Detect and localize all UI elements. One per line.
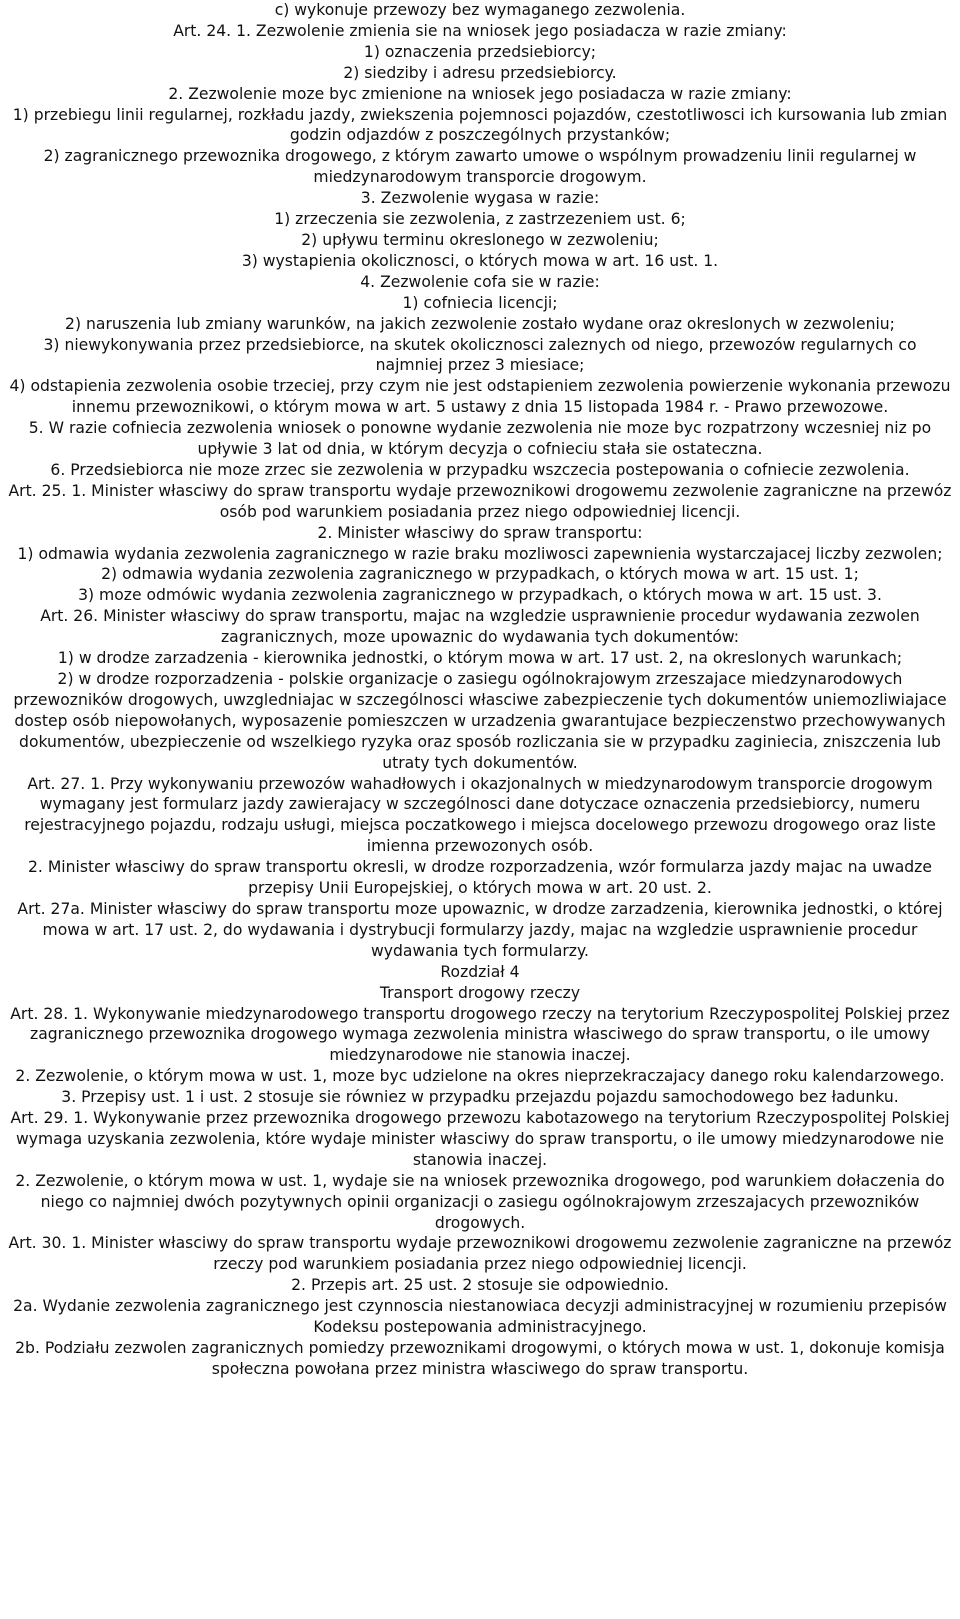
chapter-title: Transport drogowy rzeczy (379, 983, 581, 1002)
paragraph: Art. 26. Minister własciwy do spraw transportu, majac na wzgledzie usprawnienie procedur wydawania zezwolen zagranicznych, moze upowaznic do wydawania tych dokumentów: (40, 607, 920, 647)
paragraph: 2. Zezwolenie, o którym mowa w ust. 1, moze byc udzielone na okres nieprzekraczajacy danego roku kalendarzowego. (15, 1067, 945, 1086)
paragraph: 5. W razie cofniecia zezwolenia wniosek o ponowne wydanie zezwolenia nie moze byc rozpatrzony wczesniej niz po upływie 3 lat od dnia, w którym decyzja o cofnieciu stała sie ostateczna. (28, 419, 932, 459)
paragraph: 2. Minister własciwy do spraw transportu: (317, 523, 643, 542)
paragraph: 3. Zezwolenie wygasa w razie: (360, 189, 600, 208)
paragraph: 1) odmawia wydania zezwolenia zagranicznego w razie braku mozliwosci zapewnienia wystarczajacej liczby zezwolen; (17, 544, 943, 563)
paragraph: 1) przebiegu linii regularnej, rozkładu jazdy, zwiekszenia pojemnosci pojazdów, czestotliwosci ich kursowania lub zmian godzin odjazdów z poszczególnych przystanków; (12, 105, 948, 145)
chapter-heading: Rozdział 4 (440, 962, 520, 981)
paragraph: 6. Przedsiebiorca nie moze zrzec sie zezwolenia w przypadku wszczecia postepowania o cofniecie zezwolenia. (50, 460, 910, 479)
paragraph: 3. Przepisy ust. 1 i ust. 2 stosuje sie równiez w przypadku przejazdu pojazdu samochodowego bez ładunku. (61, 1088, 899, 1107)
paragraph: 2) upływu terminu okreslonego w zezwoleniu; (301, 230, 659, 249)
paragraph: 4. Zezwolenie cofa sie w razie: (360, 272, 600, 291)
paragraph: 1) oznaczenia przedsiebiorcy; (363, 42, 597, 61)
paragraph: 1) w drodze zarzadzenia - kierownika jednostki, o którym mowa w art. 17 ust. 2, na okreslonych warunkach; (57, 649, 903, 668)
paragraph: 2) zagranicznego przewoznika drogowego, z którym zawarto umowe o wspólnym prowadzeniu linii regularnej w miedzynarodowym transporcie drogowym. (43, 147, 917, 187)
paragraph: 2a. Wydanie zezwolenia zagranicznego jest czynnoscia niestanowiaca decyzji administracyjnej w rozumieniu przepisów Kodeksu postepowania administracyjnego. (13, 1297, 947, 1337)
paragraph: 2. Przepis art. 25 ust. 2 stosuje sie odpowiednio. (291, 1276, 669, 1295)
paragraph: 2. Zezwolenie moze byc zmienione na wniosek jego posiadacza w razie zmiany: (168, 84, 792, 103)
paragraph: c) wykonuje przewozy bez wymaganego zezwolenia. (274, 1, 686, 19)
paragraph: 4) odstapienia zezwolenia osobie trzeciej, przy czym nie jest odstapieniem zezwolenia powierzenie wykonania przewozu innemu przewoznikowi, o którym mowa w art. 5 ustawy z dnia 15 listopada 1984 r. - Prawo przewozowe. (9, 377, 951, 417)
paragraph: 2. Minister własciwy do spraw transportu okresli, w drodze rozporzadzenia, wzór formularza jazdy majac na uwadze przepisy Unii Europejskiej, o których mowa w art. 20 ust. 2. (28, 858, 932, 898)
document-body (8, 0, 952, 1380)
paragraph: 3) moze odmówic wydania zezwolenia zagranicznego w przypadkach, o których mowa w art. 15 ust. 3. (78, 586, 882, 605)
paragraph: Art. 25. 1. Minister własciwy do spraw transportu wydaje przewoznikowi drogowemu zezwolenie zagraniczne na przewóz osób pod warunkiem posiadania przez niego odpowiedniej licencji. (8, 481, 952, 521)
paragraph: Art. 28. 1. Wykonywanie miedzynarodowego transportu drogowego rzeczy na terytorium Rzeczypospolitej Polskiej przez zagranicznego przewoznika drogowego wymaga zezwolenia ministra własciwego do spraw transportu, o ile umowy miedzynarodowe nie stanowia inaczej. (10, 1004, 950, 1065)
paragraph: Art. 27a. Minister własciwy do spraw transportu moze upowaznic, w drodze zarzadzenia, kierownika jednostki, o której mowa w art. 17 ust. 2, do wydawania i dystrybucji formularzy jazdy, majac na wzgledzie usprawnienie procedur wydawania tych formularzy. (17, 899, 943, 960)
paragraph: 2) siedziby i adresu przedsiebiorcy. (343, 63, 617, 82)
paragraph: 1) cofniecia licencji; (402, 293, 558, 312)
paragraph: 2. Zezwolenie, o którym mowa w ust. 1, wydaje sie na wniosek przewoznika drogowego, pod warunkiem dołaczenia do niego co najmniej dwóch pozytywnych opinii organizacji o zasiegu ogólnokrajowym zrzeszajacych przewozników drogowych. (15, 1171, 945, 1232)
paragraph: Art. 27. 1. Przy wykonywaniu przewozów wahadłowych i okazjonalnych w miedzynarodowym transporcie drogowym wymagany jest formularz jazdy zawierajacy w szczególnosci dane dotyczace oznaczenia przedsiebiorcy, numeru rejestracyjnego pojazdu, rodzaju usługi, miejsca poczatkowego i miejsca docelowego przewozu drogowego oraz liste imienna przewozonych osób. (24, 774, 936, 856)
paragraph: 2) naruszenia lub zmiany warunków, na jakich zezwolenie zostało wydane oraz okreslonych w zezwoleniu; (65, 314, 895, 333)
paragraph: Art. 30. 1. Minister własciwy do spraw transportu wydaje przewoznikowi drogowemu zezwolenie zagraniczne na przewóz rzeczy pod warunkiem posiadania przez niego odpowiedniej licencji. (8, 1234, 952, 1274)
paragraph: 2) w drodze rozporzadzenia - polskie organizacje o zasiegu ogólnokrajowym zrzeszajace miedzynarodowych przewozników drogowych, uwzgledniajac w szczególnosci własciwe zabezpieczenie tych dokumentów uniemozliwiajace dostep osób niepowołanych, wyposazenie pomieszczen w urzadzenia gwarantujace bezpieczenstwo przechowywanych dokumentów, ubezpieczenie od wszelkiego ryzyka oraz sposób rozliczania sie w przypadku zaginiecia, zniszczenia lub utraty tych dokumentów. (13, 670, 947, 772)
paragraph: 3) niewykonywania przez przedsiebiorce, na skutek okolicznosci zaleznych od niego, przewozów regularnych co najmniej przez 3 miesiace; (43, 335, 917, 375)
paragraph: 2b. Podziału zezwolen zagranicznych pomiedzy przewoznikami drogowymi, o których mowa w ust. 1, dokonuje komisja społeczna powołana przez ministra własciwego do spraw transportu. (15, 1339, 945, 1378)
paragraph: 3) wystapienia okolicznosci, o których mowa w art. 16 ust. 1. (241, 251, 719, 270)
paragraph: 2) odmawia wydania zezwolenia zagranicznego w przypadkach, o których mowa w art. 15 ust. 1; (101, 565, 859, 584)
paragraph: Art. 29. 1. Wykonywanie przez przewoznika drogowego przewozu kabotazowego na terytorium Rzeczypospolitej Polskiej wymaga uzyskania zezwolenia, które wydaje minister własciwy do spraw transportu, o ile umowy miedzynarodowe nie stanowia inaczej. (10, 1109, 950, 1169)
paragraph: 1) zrzeczenia sie zezwolenia, z zastrzezeniem ust. 6; (274, 210, 686, 229)
paragraph: Art. 24. 1. Zezwolenie zmienia sie na wniosek jego posiadacza w razie zmiany: (173, 21, 787, 40)
